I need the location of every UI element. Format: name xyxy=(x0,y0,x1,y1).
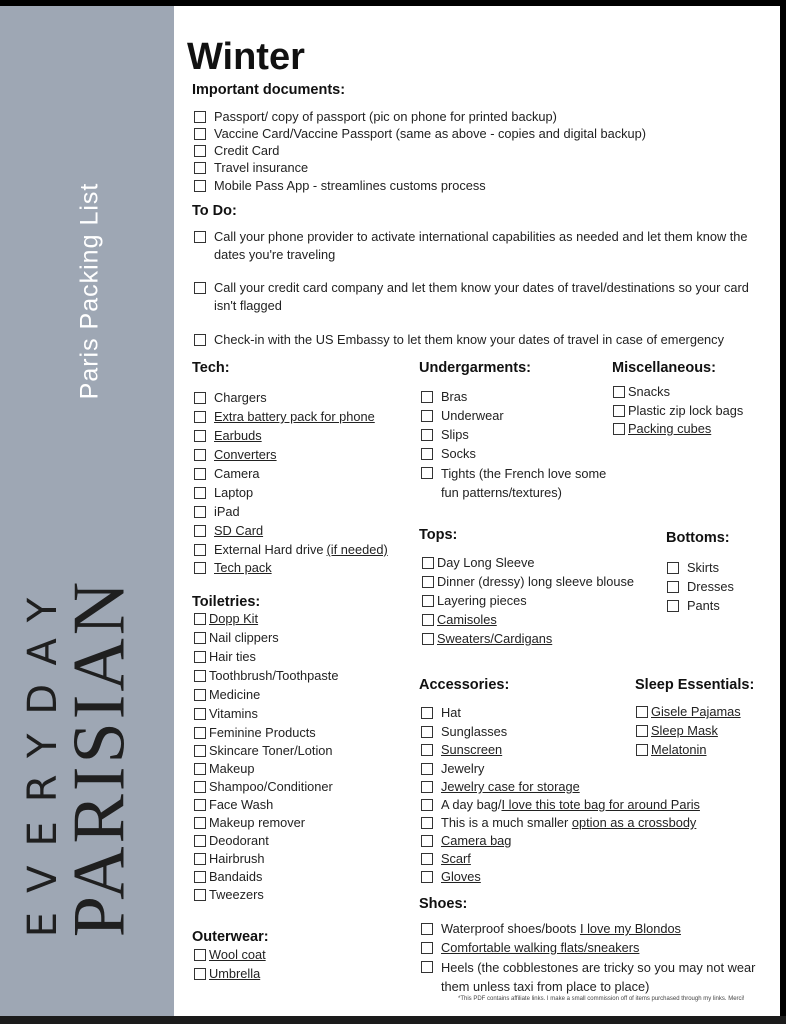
list-item: Medicine xyxy=(194,686,260,704)
list-item: Bandaids xyxy=(194,868,262,886)
undergarments-heading: Undergarments: xyxy=(419,360,531,376)
list-item: Jewelry xyxy=(421,760,484,778)
checkbox[interactable] xyxy=(613,423,625,435)
checkbox[interactable] xyxy=(194,708,206,720)
checkbox[interactable] xyxy=(194,162,206,174)
checkbox[interactable] xyxy=(421,707,433,719)
checkbox[interactable] xyxy=(422,576,434,588)
list-item: Heels (the cobblestones are tricky so you may not wear them unless taxi from place to place) xyxy=(421,958,773,996)
checkbox[interactable] xyxy=(667,600,679,612)
checkbox[interactable] xyxy=(422,557,434,569)
list-item: Gisele Pajamas xyxy=(636,703,741,721)
checkbox[interactable] xyxy=(194,745,206,757)
tops-heading: Tops: xyxy=(419,527,458,543)
list-item: Jewelry case for storage xyxy=(421,778,580,796)
list-item: Nail clippers xyxy=(194,629,279,647)
list-item: Converters xyxy=(194,446,277,464)
list-item: Vitamins xyxy=(194,705,258,723)
checkbox[interactable] xyxy=(667,581,679,593)
list-item: Credit Card xyxy=(194,142,279,160)
checkbox[interactable] xyxy=(194,817,206,829)
list-item: Umbrella xyxy=(194,965,260,983)
list-item: This is a much smaller option as a crossbody xyxy=(421,814,696,832)
checkbox[interactable] xyxy=(194,651,206,663)
checkbox[interactable] xyxy=(421,429,433,441)
list-item: Chargers xyxy=(194,389,267,407)
checkbox[interactable] xyxy=(194,392,206,404)
checkbox[interactable] xyxy=(194,871,206,883)
checkbox[interactable] xyxy=(421,744,433,756)
blondos-link[interactable]: I love my Blondos xyxy=(579,921,681,936)
checkbox[interactable] xyxy=(421,961,433,973)
checkbox[interactable] xyxy=(421,448,433,460)
checkbox[interactable] xyxy=(421,467,433,479)
list-item: Scarf xyxy=(421,850,471,868)
checkbox[interactable] xyxy=(421,853,433,865)
packing-list-page xyxy=(0,6,780,1016)
list-item: External Hard drive (if needed) xyxy=(194,541,388,559)
checkbox[interactable] xyxy=(194,506,206,518)
list-item: Camisoles xyxy=(422,611,497,629)
list-item: Sleep Mask xyxy=(636,722,718,740)
list-item: Waterproof shoes/boots I love my Blondos xyxy=(421,920,681,938)
checkbox[interactable] xyxy=(422,614,434,626)
checkbox[interactable] xyxy=(421,799,433,811)
list-item: Slips xyxy=(421,426,469,444)
checkbox[interactable] xyxy=(194,145,206,157)
list-item: Sunscreen xyxy=(421,741,502,759)
checkbox[interactable] xyxy=(667,562,679,574)
list-item: Camera xyxy=(194,465,260,483)
list-item: Comfortable walking flats/sneakers xyxy=(421,939,639,957)
list-item: Pants xyxy=(667,597,720,615)
checkbox[interactable] xyxy=(194,334,206,346)
list-item: Gloves xyxy=(421,868,481,886)
list-item: Sunglasses xyxy=(421,723,507,741)
checkbox[interactable] xyxy=(636,725,648,737)
checkbox[interactable] xyxy=(194,853,206,865)
list-item: Dresses xyxy=(667,578,734,596)
list-item: Check-in with the US Embassy to let them know your dates of travel in case of emergency xyxy=(194,331,724,349)
checkbox[interactable] xyxy=(194,613,206,625)
list-item: Feminine Products xyxy=(194,724,316,742)
list-item: Skincare Toner/Lotion xyxy=(194,742,333,760)
list-item: Passport/ copy of passport (pic on phone for printed backup) xyxy=(194,108,557,126)
tech-heading: Tech: xyxy=(192,360,230,376)
checkbox[interactable] xyxy=(421,763,433,775)
list-item: Earbuds xyxy=(194,427,262,445)
checkbox[interactable] xyxy=(194,781,206,793)
list-item: Mobile Pass App - streamlines customs process xyxy=(194,177,486,195)
checkbox[interactable] xyxy=(636,744,648,756)
list-item: Camera bag xyxy=(421,832,511,850)
list-item: SD Card xyxy=(194,522,263,540)
brand-word-parisian: PARISIAN xyxy=(58,578,141,938)
list-item: iPad xyxy=(194,503,240,521)
list-item: Dopp Kit xyxy=(194,610,258,628)
checkbox[interactable] xyxy=(421,871,433,883)
brand-word-everyday: EVERYDAY xyxy=(20,578,66,938)
checkbox[interactable] xyxy=(422,633,434,645)
list-item: Tights (the French love some fun patterns/textures) xyxy=(421,464,621,502)
list-item: Day Long Sleeve xyxy=(422,554,534,572)
checkbox[interactable] xyxy=(194,949,206,961)
checkbox[interactable] xyxy=(194,670,206,682)
checkbox[interactable] xyxy=(613,405,625,417)
list-item: Hat xyxy=(421,704,461,722)
list-item: Shampoo/Conditioner xyxy=(194,778,333,796)
todo-heading: To Do: xyxy=(192,203,237,219)
checkbox[interactable] xyxy=(421,817,433,829)
checkbox[interactable] xyxy=(636,706,648,718)
checkbox[interactable] xyxy=(422,595,434,607)
checkbox[interactable] xyxy=(194,282,206,294)
checkbox[interactable] xyxy=(421,726,433,738)
bottoms-heading: Bottoms: xyxy=(666,530,730,546)
checkbox[interactable] xyxy=(194,449,206,461)
list-item: Toothbrush/Toothpaste xyxy=(194,667,338,685)
list-item: Bras xyxy=(421,388,467,406)
toiletries-heading: Toiletries: xyxy=(192,594,261,610)
list-item: Packing cubes xyxy=(613,420,711,438)
checkbox[interactable] xyxy=(421,835,433,847)
list-item: Extra battery pack for phone xyxy=(194,408,375,426)
page-title: Winter xyxy=(187,36,305,78)
checkbox[interactable] xyxy=(421,781,433,793)
brand-sidebar xyxy=(0,6,174,1016)
checkbox[interactable] xyxy=(613,386,625,398)
outerwear-heading: Outerwear: xyxy=(192,929,269,945)
sleep-essentials-heading: Sleep Essentials: xyxy=(635,677,755,693)
checkbox[interactable] xyxy=(194,727,206,739)
list-item: Plastic zip lock bags xyxy=(613,402,743,420)
checkbox[interactable] xyxy=(421,923,433,935)
checkbox[interactable] xyxy=(194,231,206,243)
list-item: Vaccine Card/Vaccine Passport (same as above - copies and digital backup) xyxy=(194,125,646,143)
accessories-heading: Accessories: xyxy=(419,677,510,693)
checkbox[interactable] xyxy=(194,689,206,701)
list-item: Layering pieces xyxy=(422,592,527,610)
list-item: Dinner (dressy) long sleeve blouse xyxy=(422,573,634,591)
checkbox[interactable] xyxy=(194,411,206,423)
checkbox[interactable] xyxy=(194,632,206,644)
if-needed-link[interactable]: (if needed) xyxy=(326,542,388,557)
checkbox[interactable] xyxy=(421,942,433,954)
checkbox[interactable] xyxy=(194,525,206,537)
checkbox[interactable] xyxy=(194,128,206,140)
checkbox[interactable] xyxy=(194,544,206,556)
list-item: Socks xyxy=(421,445,476,463)
checkbox[interactable] xyxy=(194,968,206,980)
checkbox[interactable] xyxy=(194,487,206,499)
checkbox[interactable] xyxy=(194,562,206,574)
checkbox[interactable] xyxy=(194,763,206,775)
list-item: Tweezers xyxy=(194,886,264,904)
checkbox[interactable] xyxy=(194,799,206,811)
list-item: Deodorant xyxy=(194,832,269,850)
list-item: Face Wash xyxy=(194,796,273,814)
list-item: Laptop xyxy=(194,484,253,502)
checkbox[interactable] xyxy=(421,410,433,422)
list-item: A day bag/ I love this tote bag for around Paris xyxy=(421,796,700,814)
checkbox[interactable] xyxy=(194,468,206,480)
list-item: Sweaters/Cardigans xyxy=(422,630,552,648)
important-documents-heading: Important documents: xyxy=(192,82,346,98)
affiliate-footnote: *This PDF contains affiliate links. I make a small commission off of items purchased through my links. Merci! xyxy=(458,996,745,1002)
shoes-heading: Shoes: xyxy=(419,896,468,912)
checkbox[interactable] xyxy=(194,430,206,442)
list-item: Underwear xyxy=(421,407,504,425)
list-item: Wool coat xyxy=(194,946,266,964)
list-item: Call your phone provider to activate international capabilities as needed and let them know the dates you're traveling xyxy=(194,228,766,264)
list-item: Makeup xyxy=(194,760,255,778)
miscellaneous-heading: Miscellaneous: xyxy=(612,360,716,376)
list-item: Makeup remover xyxy=(194,814,305,832)
checkbox[interactable] xyxy=(421,391,433,403)
list-item: Travel insurance xyxy=(194,159,308,177)
sidebar-subtitle: Paris Packing List xyxy=(75,182,104,400)
bottom-edge xyxy=(0,1016,786,1024)
checkbox[interactable] xyxy=(194,835,206,847)
list-item: Melatonin xyxy=(636,741,707,759)
checkbox[interactable] xyxy=(194,889,206,901)
checkbox[interactable] xyxy=(194,180,206,192)
list-item: Hair ties xyxy=(194,648,256,666)
checkbox[interactable] xyxy=(194,111,206,123)
list-item: Skirts xyxy=(667,559,719,577)
tote-bag-link[interactable]: I love this tote bag for around Paris xyxy=(501,797,700,812)
list-item: Snacks xyxy=(613,383,670,401)
list-item: Tech pack xyxy=(194,559,272,577)
list-item: Hairbrush xyxy=(194,850,264,868)
list-item: Call your credit card company and let them know your dates of travel/destinations so your card isn't flagged xyxy=(194,279,766,315)
crossbody-link[interactable]: option as a crossbody xyxy=(571,815,697,830)
